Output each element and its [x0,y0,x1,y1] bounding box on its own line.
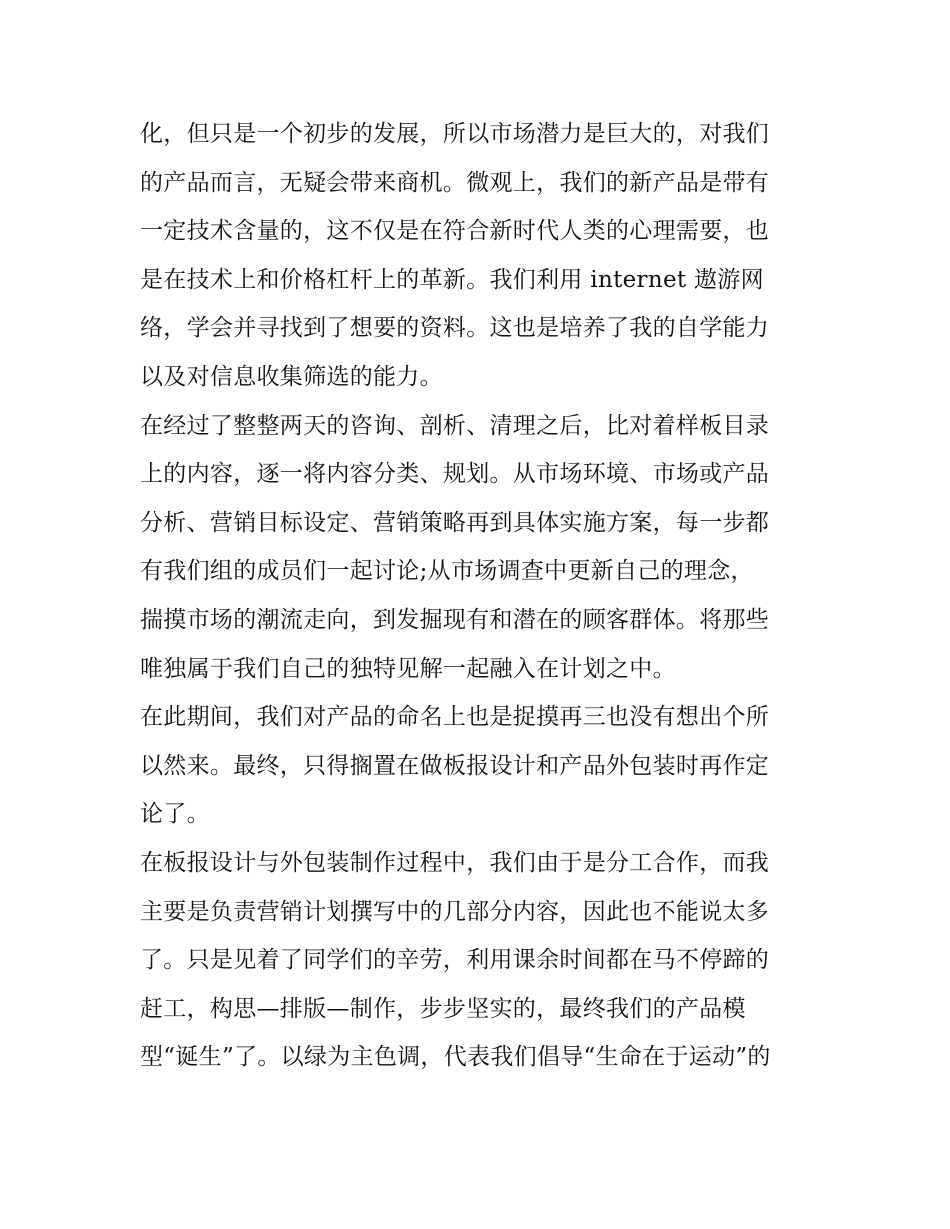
text-line: 络，学会并寻找到了想要的资料。这也是培养了我的自学能力 [140,315,770,342]
text-line: 在此期间，我们对产品的命名上也是捉摸再三也没有想出个所 [140,704,770,731]
text-line: 型“诞生”了。以绿为主色调，代表我们倡导“生命在于运动”的 [140,1044,771,1071]
text-line: 了。只是见着了同学们的辛劳，利用课余时间都在马不停蹄的 [140,947,770,974]
text-line: 以然来。最终，只得搁置在做板报设计和产品外包装时再作定 [140,752,770,779]
text-line: 主要是负责营销计划撰写中的几部分内容，因此也不能说太多 [140,898,770,925]
text-line: 化，但只是一个初步的发展，所以市场潜力是巨大的，对我们 [140,121,770,147]
text-line: 有我们组的成员们一起讨论;从市场调查中更新自己的理念， [140,558,754,585]
text-line: 赶工，构思—排版—制作，步步坚实的，最终我们的产品模 [140,995,746,1022]
text-line: 在经过了整整两天的咨询、剖析、清理之后，比对着样板目录 [140,412,770,439]
text-line: 分析、营销目标设定、营销策略再到具体实施方案，每一步都 [140,509,770,536]
text-line: 论了。 [140,801,210,828]
text-line: 的产品而言，无疑会带来商机。微观上，我们的新产品是带有 [140,169,770,196]
text-line: 揣摸市场的潮流走向，到发掘现有和潜在的顾客群体。将那些 [140,606,770,633]
body-text [140,110,820,1082]
text-line: 唯独属于我们自己的独特见解一起融入在计划之中。 [140,655,676,682]
text-line: 上的内容，逐一将内容分类、规划。从市场环境、市场或产品 [140,461,770,488]
text-line: 以及对信息收集筛选的能力。 [140,363,443,390]
text-line: 一定技术含量的，这不仅是在符合新时代人类的心理需要，也 [140,218,770,245]
text-line: 是在技术上和价格杠杆上的革新。我们利用 internet 遨游网 [140,266,764,293]
text-line: 在板报设计与外包装制作过程中，我们由于是分工合作，而我 [140,849,770,876]
